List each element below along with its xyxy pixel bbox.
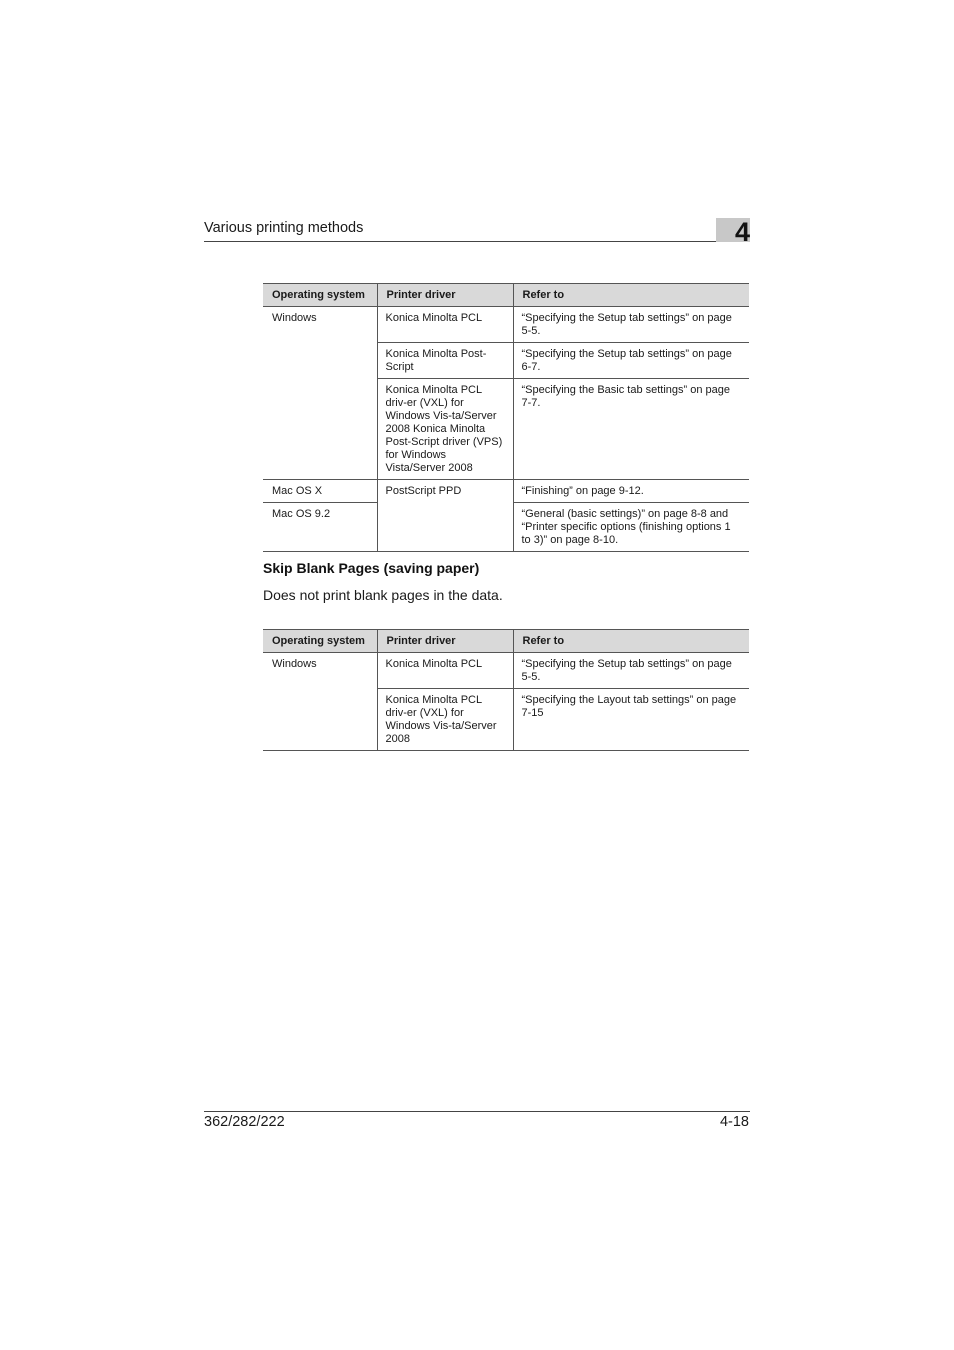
section-description: Does not print blank pages in the data.: [263, 587, 503, 603]
chapter-number: 4: [735, 217, 751, 247]
cell-refer: “Specifying the Setup tab settings” on page 5-5.: [513, 307, 749, 343]
cell-refer: “Specifying the Basic tab settings” on page 7-7.: [513, 379, 749, 480]
cell-os: Windows: [263, 307, 377, 480]
column-header-refer: Refer to: [513, 630, 749, 653]
section-heading: Skip Blank Pages (saving paper): [263, 560, 480, 576]
cell-refer: “Finishing” on page 9-12.: [513, 480, 749, 503]
cell-refer: “Specifying the Setup tab settings” on page 6-7.: [513, 343, 749, 379]
table-row: [263, 307, 749, 343]
page-header-title: Various printing methods: [204, 220, 364, 236]
cell-os: Mac OS 9.2: [263, 503, 377, 552]
cell-driver: Konica Minolta PCL driv-er (VXL) for Windows Vis-ta/Server 2008: [377, 689, 513, 751]
table-row: [263, 480, 749, 503]
cell-driver: Konica Minolta PCL driv-er (VXL) for Windows Vis-ta/Server 2008 Konica Minolta Post-Script driver (VPS) for Windows Vista/Server 2008: [377, 379, 513, 480]
cell-driver: PostScript PPD: [377, 480, 513, 552]
table-row: [263, 653, 749, 689]
column-header-refer: Refer to: [513, 284, 749, 307]
footer-page-number: 4-18: [719, 1114, 749, 1130]
column-header-os: Operating system: [263, 630, 377, 653]
column-header-os: Operating system: [263, 284, 377, 307]
cell-driver: Konica Minolta Post-Script: [377, 343, 513, 379]
cell-refer: “Specifying the Layout tab settings” on page 7-15: [513, 689, 749, 751]
footer-model: 362/282/222: [204, 1114, 285, 1130]
footer-rule: [204, 1111, 750, 1112]
cell-driver: Konica Minolta PCL: [377, 307, 513, 343]
column-header-driver: Printer driver: [377, 284, 513, 307]
driver-reference-table-1: [263, 283, 749, 552]
cell-os: Windows: [263, 653, 377, 751]
column-header-driver: Printer driver: [377, 630, 513, 653]
header-rule: [204, 241, 750, 242]
cell-driver: Konica Minolta PCL: [377, 653, 513, 689]
cell-refer: “Specifying the Setup tab settings” on page 5-5.: [513, 653, 749, 689]
cell-os: Mac OS X: [263, 480, 377, 503]
cell-refer: “General (basic settings)” on page 8-8 and “Printer specific options (finishing options 1 to 3)” on page 8-10.: [513, 503, 749, 552]
driver-reference-table-2: [263, 629, 749, 751]
